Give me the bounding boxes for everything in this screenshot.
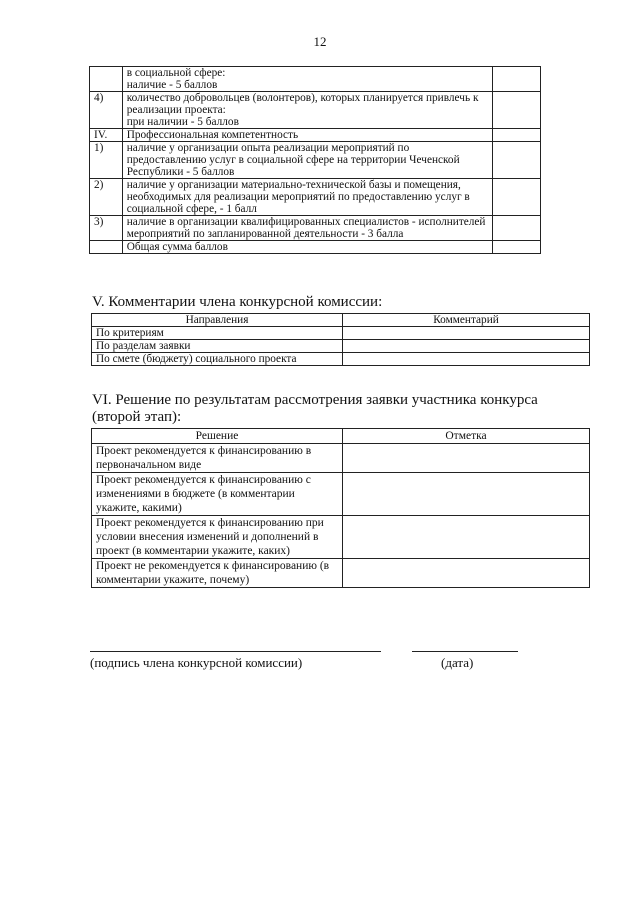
criteria-num [90, 67, 123, 92]
decision-mark-cell [343, 444, 590, 473]
decision-mark-cell [343, 473, 590, 516]
decision-row [92, 444, 590, 473]
criteria-text: Профессиональная компетентность [122, 129, 492, 142]
criteria-score [492, 241, 540, 254]
criteria-text: Общая сумма баллов [122, 241, 492, 254]
decision-row [92, 559, 590, 588]
comment-direction: По критериям [92, 327, 343, 340]
page-number: 12 [313, 34, 327, 49]
criteria-row [90, 216, 541, 241]
signature-line [90, 651, 381, 652]
criteria-num: 4) [90, 92, 123, 129]
decision-text: Проект рекомендуется к финансированию при условии внесения изменений и дополнений в проект (в комментарии укажите, каких) [92, 516, 343, 559]
comment-cell [343, 353, 590, 366]
section5-title: V. Комментарии члена конкурсной комиссии: [92, 294, 383, 310]
comments-col-comment: Комментарий [343, 314, 590, 327]
signature-label: (подпись члена конкурсной комиссии) [90, 655, 303, 670]
criteria-num: IV. [90, 129, 123, 142]
decision-table [91, 428, 590, 588]
section6-title: VI. Решение по результатам рассмотрения заявки участника конкурса (второй этап): [92, 392, 538, 425]
decision-mark-cell [343, 559, 590, 588]
decision-text: Проект рекомендуется к финансированию в первоначальном виде [92, 444, 343, 473]
criteria-row [90, 92, 541, 129]
criteria-row [90, 241, 541, 254]
criteria-score [492, 142, 540, 179]
decision-col-mark: Отметка [343, 429, 590, 444]
criteria-num: 3) [90, 216, 123, 241]
criteria-text: наличие в организации квалифицированных специалистов - исполнителей мероприятий по запланированной деятельности - 3 балла [122, 216, 492, 241]
date-label: (дата) [441, 655, 474, 670]
comments-col-directions: Направления [92, 314, 343, 327]
decision-mark-cell [343, 516, 590, 559]
criteria-num: 2) [90, 179, 123, 216]
criteria-text: количество добровольцев (волонтеров), которых планируется привлечь к реализации проекта: при наличии - 5 баллов [122, 92, 492, 129]
criteria-text: в социальной сфере: наличие - 5 баллов [122, 67, 492, 92]
criteria-row [90, 179, 541, 216]
decision-row [92, 473, 590, 516]
decision-col-decision: Решение [92, 429, 343, 444]
criteria-row [90, 67, 541, 92]
comment-row [92, 327, 590, 340]
comments-table [91, 313, 590, 366]
criteria-score [492, 67, 540, 92]
criteria-score [492, 179, 540, 216]
date-line [412, 651, 518, 652]
comment-cell [343, 327, 590, 340]
criteria-text: наличие у организации материально-технической базы и помещения, необходимых для реализации мероприятий по предоставлению услуг в социальной сфере, - 1 балл [122, 179, 492, 216]
criteria-row [90, 129, 541, 142]
criteria-num: 1) [90, 142, 123, 179]
comment-direction: По разделам заявки [92, 340, 343, 353]
decision-text: Проект не рекомендуется к финансированию (в комментарии укажите, почему) [92, 559, 343, 588]
criteria-row [90, 142, 541, 179]
criteria-score [492, 92, 540, 129]
criteria-num [90, 241, 123, 254]
decision-row [92, 516, 590, 559]
criteria-score [492, 129, 540, 142]
criteria-table [89, 66, 541, 254]
criteria-score [492, 216, 540, 241]
criteria-text: наличие у организации опыта реализации мероприятий по предоставлению услуг в социальной сфере на территории Чеченской Республики - 5 баллов [122, 142, 492, 179]
comment-cell [343, 340, 590, 353]
comment-direction: По смете (бюджету) социального проекта [92, 353, 343, 366]
comment-row [92, 353, 590, 366]
comment-row [92, 340, 590, 353]
decision-text: Проект рекомендуется к финансированию с изменениями в бюджете (в комментарии укажите, какими) [92, 473, 343, 516]
